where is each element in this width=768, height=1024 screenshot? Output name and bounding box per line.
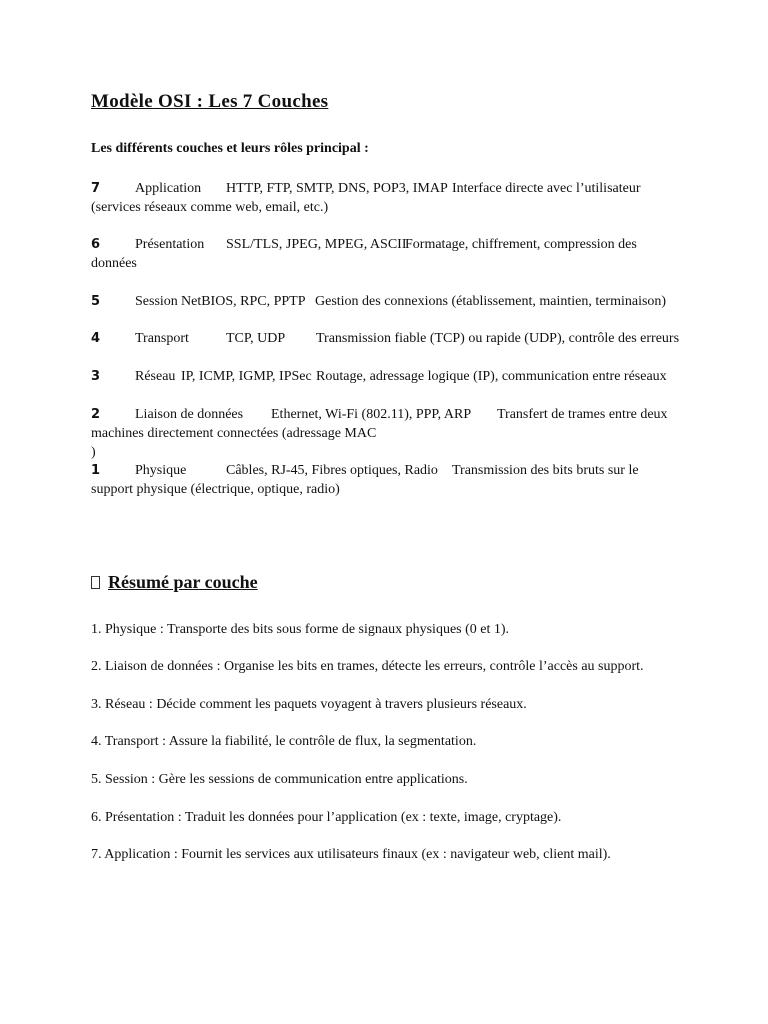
summary-heading-text: Résumé par couche xyxy=(108,572,258,592)
layer-row-5 xyxy=(91,292,691,311)
layer-row-2 xyxy=(91,405,691,462)
layer-row-7 xyxy=(91,179,691,217)
layer-protocols: HTTP, FTP, SMTP, DNS, POP3, IMAP xyxy=(226,181,448,196)
summary-item: 2. Liaison de données : Organise les bits en trames, détecte les erreurs, contrôle l’accès au support. xyxy=(91,659,644,674)
layer-row-4 xyxy=(91,329,691,348)
layer-row-3 xyxy=(91,367,691,386)
layer-number: 4 xyxy=(91,331,101,346)
layer-name: Transport xyxy=(135,331,189,346)
layer-description: Transmission des bits bruts sur le xyxy=(452,463,639,478)
layer-row-1 xyxy=(91,461,691,499)
summary-item: 6. Présentation : Traduit les données pour l’application (ex : texte, image, cryptage). xyxy=(91,810,562,825)
layer-number: 7 xyxy=(91,181,101,196)
layer-name: Application xyxy=(135,181,202,196)
layer-number: 5 xyxy=(91,294,101,309)
layer-description-continued: ) xyxy=(91,445,96,460)
layer-protocols: IP, ICMP, IGMP, IPSec xyxy=(181,369,312,384)
layer-protocols: Câbles, RJ-45, Fibres optiques, Radio xyxy=(226,463,438,478)
layer-name: Présentation xyxy=(135,237,205,252)
layer-description-continued: machines directement connectées (adressage MAC xyxy=(91,426,377,441)
layer-description: Routage, adressage logique (IP), communication entre réseaux xyxy=(316,369,667,384)
summary-heading xyxy=(91,572,258,593)
summary-item: 1. Physique : Transporte des bits sous forme de signaux physiques (0 et 1). xyxy=(91,622,510,637)
layer-description-continued: données xyxy=(91,256,137,271)
layer-protocols: NetBIOS, RPC, PPTP xyxy=(181,294,306,309)
layer-number: 3 xyxy=(91,369,101,384)
layer-number: 6 xyxy=(91,237,101,252)
page-title: Modèle OSI : Les 7 Couches xyxy=(91,91,329,112)
layer-protocols: TCP, UDP xyxy=(226,331,286,346)
layer-description-continued: support physique (électrique, optique, radio) xyxy=(91,482,340,497)
layer-description: Formatage, chiffrement, compression des xyxy=(405,237,637,252)
layer-description-continued: (services réseaux comme web, email, etc.) xyxy=(91,200,329,215)
summary-item: 7. Application : Fournit les services aux utilisateurs finaux (ex : navigateur web, client mail). xyxy=(91,847,611,862)
missing-glyph-icon xyxy=(91,576,100,589)
summary-item: 5. Session : Gère les sessions de communication entre applications. xyxy=(91,772,468,787)
layer-description: Interface directe avec l’utilisateur xyxy=(452,181,641,196)
layer-protocols: SSL/TLS, JPEG, MPEG, ASCII xyxy=(226,237,407,252)
layer-description: Transmission fiable (TCP) ou rapide (UDP), contrôle des erreurs xyxy=(316,331,680,346)
layer-name: Physique xyxy=(135,463,187,478)
layer-name: Session xyxy=(135,294,178,309)
layer-number: 1 xyxy=(91,463,101,478)
summary-item: 3. Réseau : Décide comment les paquets voyagent à travers plusieurs réseaux. xyxy=(91,697,527,712)
layer-protocols: Ethernet, Wi-Fi (802.11), PPP, ARP xyxy=(271,407,472,422)
layer-description: Transfert de trames entre deux xyxy=(497,407,668,422)
layer-row-6 xyxy=(91,235,691,273)
layer-number: 2 xyxy=(91,407,101,422)
summary-item: 4. Transport : Assure la fiabilité, le contrôle de flux, la segmentation. xyxy=(91,734,477,749)
layer-description: Gestion des connexions (établissement, maintien, terminaison) xyxy=(315,294,667,309)
section-subtitle: Les différents couches et leurs rôles principal : xyxy=(91,141,369,156)
layer-name: Liaison de données xyxy=(135,407,244,422)
layer-name: Réseau xyxy=(135,369,176,384)
